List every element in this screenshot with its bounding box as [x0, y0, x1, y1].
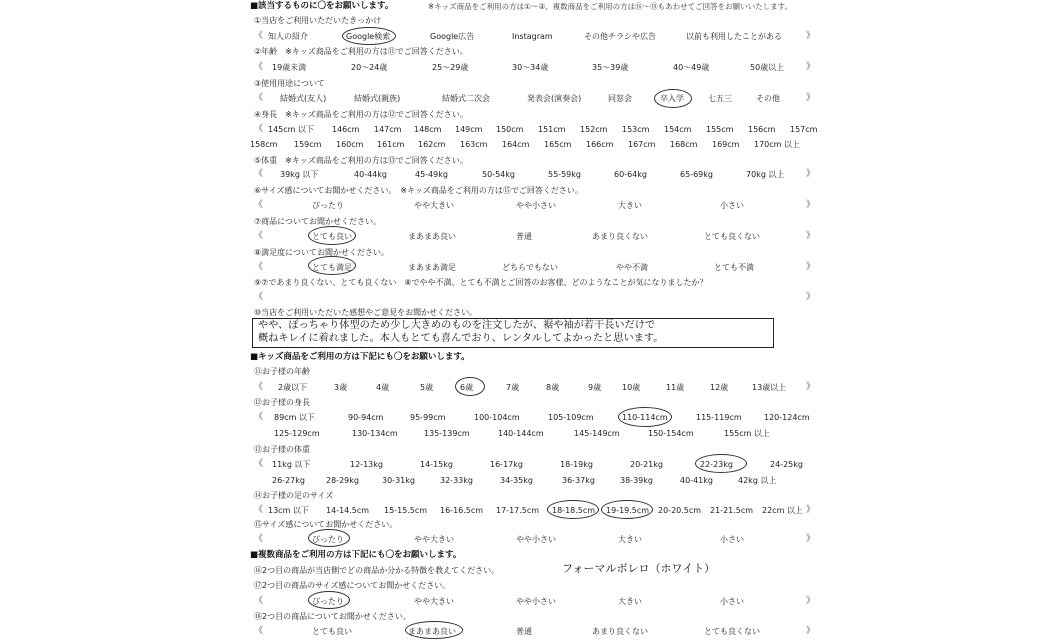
q12-option[interactable]: 115-119cm [696, 413, 742, 422]
bracket-open: 《 [254, 412, 264, 422]
q8-option[interactable]: やや不満 [616, 263, 648, 272]
q7-option[interactable]: あまり良くない [592, 232, 648, 241]
q15-option[interactable]: ぴったり [312, 535, 344, 544]
q16-answer: フォーマルボレロ（ホワイト） [562, 562, 716, 575]
q3-option[interactable]: 結婚式二次会 [442, 94, 490, 103]
q4-option[interactable]: 155cm [706, 125, 734, 134]
q13-option[interactable]: 12-13kg [350, 460, 383, 469]
q11-option[interactable]: 11歳 [666, 383, 685, 392]
answer-circle [342, 27, 396, 45]
q4-option[interactable]: 165cm [544, 140, 572, 149]
bracket-close: 》 [806, 231, 816, 241]
q12-option[interactable]: 90-94cm [348, 413, 384, 422]
q12-option[interactable]: 95-99cm [410, 413, 446, 422]
bracket-open: 《 [254, 459, 264, 469]
q2-option[interactable]: 35〜39歳 [592, 63, 629, 72]
q6-option[interactable]: やや小さい [516, 201, 556, 210]
q6-option[interactable]: 小さい [720, 201, 744, 210]
bracket-open: 《 [254, 596, 264, 606]
q4-option[interactable]: 150cm [496, 125, 524, 134]
bracket-open: 《 [254, 93, 264, 103]
q4-option[interactable]: 151cm [538, 125, 566, 134]
q4-option[interactable]: 163cm [460, 140, 488, 149]
q14-label: ⑭お子様の足のサイズ [254, 491, 334, 500]
q18-option[interactable]: あまり良くない [592, 627, 648, 636]
q3-option[interactable]: その他 [756, 94, 780, 103]
q18-option[interactable]: 普通 [516, 627, 532, 636]
answer-circle [654, 89, 692, 108]
q4-option[interactable]: 149cm [455, 125, 483, 134]
q4-option[interactable]: 154cm [664, 125, 692, 134]
q11-option[interactable]: 9歳 [588, 383, 602, 392]
q11-option[interactable]: 12歳 [710, 383, 729, 392]
q5-label: ⑤体重 ※キッズ商品をご利用の方は⑬でご回答ください。 [254, 156, 468, 165]
q18-option[interactable]: とても良くない [704, 627, 760, 636]
q13-option[interactable]: 38-39kg [620, 476, 653, 485]
q14-option[interactable]: 16-16.5cm [440, 506, 484, 515]
q5-option[interactable]: 60-64kg [614, 170, 647, 179]
q4-option[interactable]: 157cm [790, 125, 818, 134]
q17-option[interactable]: 小さい [720, 597, 744, 606]
q11-label: ⑪お子様の年齢 [254, 367, 310, 376]
bracket-close: 》 [806, 626, 816, 636]
q3-option[interactable]: 同窓会 [608, 94, 632, 103]
q4-option[interactable]: 162cm [418, 140, 446, 149]
q6-option[interactable]: 大きい [618, 201, 642, 210]
q13-option[interactable]: 30-31kg [382, 476, 415, 485]
q4-option[interactable]: 146cm [332, 125, 360, 134]
bracket-open: 《 [254, 626, 264, 636]
q4-option[interactable]: 145cm 以下 [268, 125, 315, 134]
q15-option[interactable]: 大きい [618, 535, 642, 544]
q7-label: ⑦商品についてお聞かせください。 [254, 217, 382, 226]
q2-option[interactable]: 50歳以上 [750, 63, 785, 72]
answer-circle [405, 621, 463, 639]
q14-option[interactable]: 17-17.5cm [496, 506, 540, 515]
q5-option[interactable]: 39kg 以下 [280, 170, 319, 179]
q1-option[interactable]: Instagram [512, 32, 553, 41]
q5-option[interactable]: 55-59kg [548, 170, 581, 179]
q16-label: ⑯2つ目の商品が当店側でどの商品か分かる特徴を教えてください。 [254, 566, 500, 575]
q13-option[interactable]: 16-17kg [490, 460, 523, 469]
q17-option[interactable]: やや小さい [516, 597, 556, 606]
q13-option[interactable]: 26-27kg [272, 476, 305, 485]
q12-option[interactable]: 105-109cm [548, 413, 594, 422]
q7-option[interactable]: 普通 [516, 232, 532, 241]
q2-option[interactable]: 40〜49歳 [673, 63, 710, 72]
q13-option[interactable]: 14-15kg [420, 460, 453, 469]
q1-option[interactable]: 知人の紹介 [268, 32, 308, 41]
q5-option[interactable]: 70kg 以上 [746, 170, 785, 179]
q15-label: ⑮サイズ感についてお聞かせください。 [254, 520, 398, 529]
q13-option[interactable]: 18-19kg [560, 460, 593, 469]
q12-option[interactable]: 150-154cm [648, 429, 694, 438]
q12-option[interactable]: 135-139cm [424, 429, 470, 438]
q12-option[interactable]: 89cm 以下 [274, 413, 315, 422]
q1-option[interactable]: Google検索 [346, 32, 391, 41]
q13-option[interactable]: 11kg 以下 [272, 460, 311, 469]
q5-option[interactable]: 45-49kg [415, 170, 448, 179]
q7-option[interactable]: とても良い [312, 232, 352, 241]
q3-label: ③使用用途について [254, 79, 326, 88]
bracket-open: 《 [254, 124, 264, 134]
multi-section-header: ■複数商品をご利用の方は下記にも〇をお願いします。 [250, 550, 462, 560]
q2-label: ②年齢 ※キッズ商品をご利用の方は⑪でご回答ください。 [254, 47, 468, 56]
q13-option[interactable]: 24-25kg [770, 460, 803, 469]
q4-option[interactable]: 164cm [502, 140, 530, 149]
q2-option[interactable]: 30〜34歳 [512, 63, 549, 72]
q4-option[interactable]: 169cm [712, 140, 740, 149]
bracket-close: 》 [806, 93, 816, 103]
q14-option[interactable]: 22cm 以上 [762, 506, 803, 515]
answer-circle [601, 500, 653, 519]
q14-option[interactable]: 13cm 以下 [268, 506, 309, 515]
q4-option[interactable]: 147cm [374, 125, 402, 134]
bracket-open: 《 [254, 262, 264, 272]
q10-answer-line1: やや、ぽっちゃり体型のため少し大きめのものを注文したが、裾や袖が若干長いだけで [258, 320, 656, 331]
q14-option[interactable]: 19-19.5cm [606, 506, 650, 515]
bracket-close: 》 [806, 534, 816, 544]
q17-option[interactable]: やや大きい [414, 597, 454, 606]
q2-option[interactable]: 25〜29歳 [432, 63, 469, 72]
q11-option[interactable]: 7歳 [506, 383, 520, 392]
q6-option[interactable]: ぴったり [312, 201, 344, 210]
q1-option[interactable]: その他チラシや広告 [584, 32, 656, 41]
q7-option[interactable]: まあまあ良い [408, 232, 456, 241]
bracket-open: 《 [254, 534, 264, 544]
q15-option[interactable]: やや大きい [414, 535, 454, 544]
survey-title: ■該当するものに〇をお願いします。 [250, 1, 394, 11]
q2-option[interactable]: 19歳未満 [272, 63, 307, 72]
q13-option[interactable]: 40-41kg [680, 476, 713, 485]
q11-option[interactable]: 3歳 [334, 383, 348, 392]
q10-label: ⑩当店をご利用いただいた感想やご意見をお聞かせください。 [254, 308, 478, 317]
bracket-close: 》 [806, 62, 816, 72]
q13-option[interactable]: 20-21kg [630, 460, 663, 469]
q4-option[interactable]: 160cm [336, 140, 364, 149]
bracket-close: 》 [806, 596, 816, 606]
bracket-close: 》 [806, 382, 816, 392]
q18-option[interactable]: まあまあ良い [408, 627, 456, 636]
answer-circle [695, 454, 747, 473]
q7-option[interactable]: とても良くない [704, 232, 760, 241]
q11-option[interactable]: 13歳以上 [752, 383, 787, 392]
survey-sheet [250, 0, 825, 640]
bracket-open: 《 [254, 292, 264, 302]
q8-label: ⑧満足度についてお聞かせください。 [254, 248, 390, 257]
q9-label: ⑨⑦であまり良くない、とても良くない ⑧でやや不満、とても不満とご回答のお客様、どのようなことが気になりましたか？ [254, 278, 708, 287]
q5-option[interactable]: 40-44kg [354, 170, 387, 179]
q14-option[interactable]: 15-15.5cm [384, 506, 428, 515]
q4-option[interactable]: 166cm [586, 140, 614, 149]
q15-option[interactable]: 小さい [720, 535, 744, 544]
q17-label: ⑰2つ目の商品のサイズ感についてお聞かせください。 [254, 581, 451, 590]
q3-option[interactable]: 結婚式(友人) [280, 94, 327, 103]
q12-option[interactable]: 120-124cm [764, 413, 810, 422]
q17-option[interactable]: 大きい [618, 597, 642, 606]
q4-label: ④身長 ※キッズ商品をご利用の方は⑫でご回答ください。 [254, 110, 468, 119]
bracket-close: 》 [806, 292, 816, 302]
answer-circle [308, 256, 356, 275]
q11-option[interactable]: 4歳 [376, 383, 390, 392]
bracket-close: 》 [806, 31, 816, 41]
q15-option[interactable]: やや小さい [516, 535, 556, 544]
q11-option[interactable]: 2歳以下 [278, 383, 308, 392]
q12-option[interactable]: 125-129cm [274, 429, 320, 438]
q4-option[interactable]: 167cm [628, 140, 656, 149]
q12-option[interactable]: 110-114cm [622, 413, 668, 422]
q13-option[interactable]: 32-33kg [440, 476, 473, 485]
q5-option[interactable]: 65-69kg [680, 170, 713, 179]
q8-option[interactable]: とても満足 [312, 263, 352, 272]
bracket-open: 《 [254, 31, 264, 41]
q8-option[interactable]: どちらでもない [502, 263, 558, 272]
q4-option[interactable]: 168cm [670, 140, 698, 149]
q4-option[interactable]: 158cm [250, 140, 278, 149]
q12-option[interactable]: 100-104cm [474, 413, 520, 422]
answer-circle [455, 377, 485, 396]
q4-option[interactable]: 156cm [748, 125, 776, 134]
q13-option[interactable]: 22-23kg [700, 460, 733, 469]
q12-label: ⑫お子様の身長 [254, 398, 310, 407]
q12-option[interactable]: 145-149cm [574, 429, 620, 438]
q17-option[interactable]: ぴったり [312, 597, 344, 606]
q1-label: ①当店をご利用いただいたきっかけ [254, 16, 382, 25]
q11-option[interactable]: 8歳 [546, 383, 560, 392]
bracket-close: 》 [806, 169, 816, 179]
q8-option[interactable]: まあまあ満足 [408, 263, 456, 272]
q1-option[interactable]: 以前も利用したことがある [686, 32, 782, 41]
q11-option[interactable]: 6歳 [460, 383, 474, 392]
answer-circle [308, 226, 356, 245]
answer-circle [547, 500, 599, 519]
bracket-close: 》 [806, 262, 816, 272]
q14-option[interactable]: 14-14.5cm [326, 506, 370, 515]
bracket-open: 《 [254, 505, 264, 515]
q4-option[interactable]: 161cm [377, 140, 405, 149]
q4-option[interactable]: 153cm [622, 125, 650, 134]
q6-label: ⑥サイズ感についてお聞かせください。 ※キッズ商品をご利用の方は⑮でご回答ください。 [254, 186, 583, 195]
q11-option[interactable]: 5歳 [420, 383, 434, 392]
bracket-open: 《 [254, 200, 264, 210]
answer-circle [308, 529, 350, 547]
q12-option[interactable]: 155cm 以上 [724, 429, 771, 438]
q6-option[interactable]: やや大きい [414, 201, 454, 210]
q12-option[interactable]: 130-134cm [352, 429, 398, 438]
survey-note: ※キッズ商品をご利用の方は①〜③、複数商品をご利用の方は⑯〜⑱もあわせてご回答をお願いいたします。 [428, 2, 792, 11]
q18-label: ⑱2つ目の商品についてお聞かせください。 [254, 612, 411, 621]
bracket-open: 《 [254, 382, 264, 392]
bracket-close: 》 [806, 200, 816, 210]
q13-option[interactable]: 36-37kg [562, 476, 595, 485]
q18-option[interactable]: とても良い [312, 627, 352, 636]
q4-option[interactable]: 159cm [294, 140, 322, 149]
q14-option[interactable]: 21-21.5cm [710, 506, 754, 515]
q14-option[interactable]: 18-18.5cm [552, 506, 596, 515]
q13-option[interactable]: 34-35kg [500, 476, 533, 485]
bracket-open: 《 [254, 169, 264, 179]
q10-answer-line2: 概ねキレイに着れました。本人もとても喜んでおり、レンタルしてよかったと思います。 [258, 333, 664, 344]
q1-option[interactable]: Google広告 [430, 32, 475, 41]
bracket-close: 》 [806, 505, 816, 515]
q3-option[interactable]: 卒入学 [660, 94, 684, 103]
q3-option[interactable]: 七五三 [708, 94, 732, 103]
q13-option[interactable]: 28-29kg [326, 476, 359, 485]
q12-option[interactable]: 140-144cm [498, 429, 544, 438]
q4-option[interactable]: 148cm [414, 125, 442, 134]
q4-option[interactable]: 152cm [580, 125, 608, 134]
q4-option[interactable]: 170cm 以上 [754, 140, 801, 149]
q2-option[interactable]: 20〜24歳 [351, 63, 388, 72]
bracket-open: 《 [254, 62, 264, 72]
q13-label: ⑬お子様の体重 [254, 445, 310, 454]
q5-option[interactable]: 50-54kg [482, 170, 515, 179]
q8-option[interactable]: とても不満 [714, 263, 754, 272]
q14-option[interactable]: 20-20.5cm [658, 506, 702, 515]
q11-option[interactable]: 10歳 [622, 383, 641, 392]
q13-option[interactable]: 42kg 以上 [738, 476, 777, 485]
bracket-open: 《 [254, 231, 264, 241]
q3-option[interactable]: 発表会(演奏会) [527, 94, 582, 103]
q3-option[interactable]: 結婚式(親族) [354, 94, 401, 103]
answer-circle [618, 407, 672, 427]
answer-circle [308, 591, 350, 609]
kids-section-header: ■キッズ商品をご利用の方は下記にも〇をお願いします。 [250, 352, 470, 362]
